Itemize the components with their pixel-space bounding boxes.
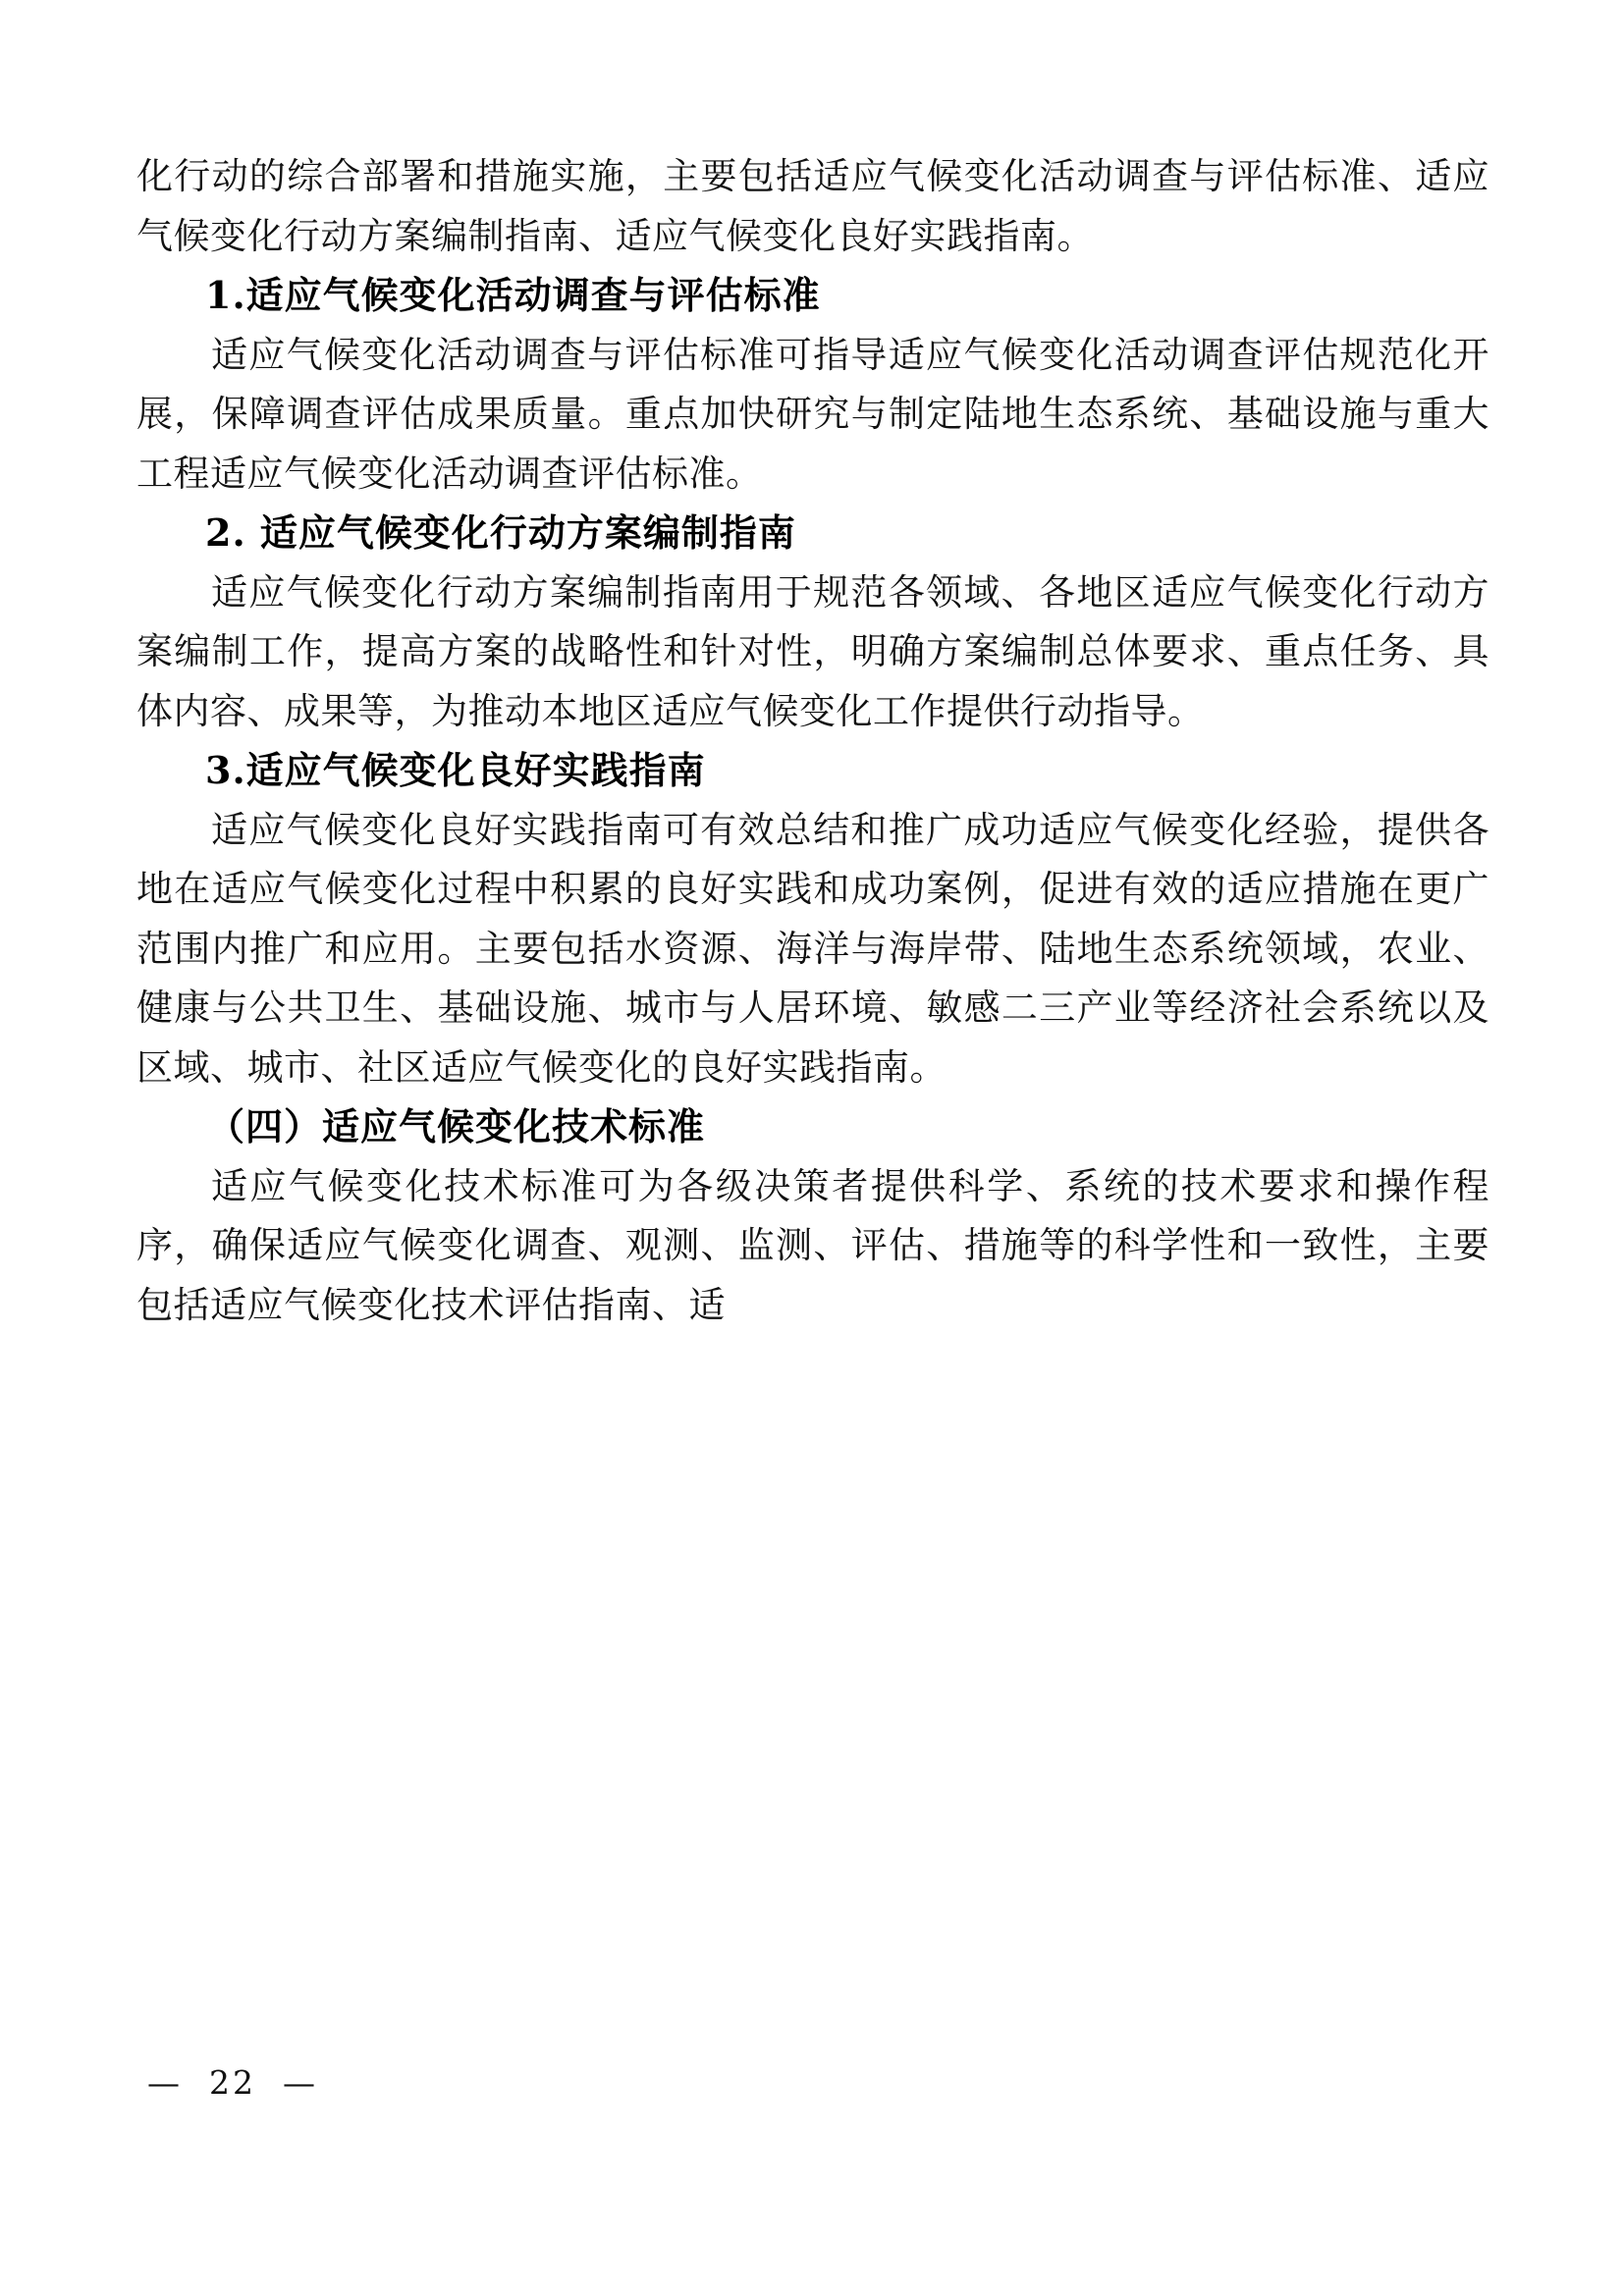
page-number: — 22 — xyxy=(147,2063,318,2102)
paragraph-intro: 化行动的综合部署和措施实施，主要包括适应气候变化活动调查与评估标准、适应气候变化行动方案编制指南、适应气候变化良好实践指南。 xyxy=(136,155,1489,257)
page-content xyxy=(136,147,1489,1335)
heading-section-four: （四）适应气候变化技术标准 xyxy=(207,1104,706,1148)
heading-standard-2: 2. 适应气候变化行动方案编制指南 xyxy=(205,510,796,555)
heading-standard-3: 3.适应气候变化良好实践指南 xyxy=(205,748,706,792)
paragraph-standard-1: 适应气候变化活动调查与评估标准可指导适应气候变化活动调查评估规范化开展，保障调查评估成果质量。重点加快研究与制定陆地生态系统、基础设施与重大工程适应气候变化活动调查评估标准。 xyxy=(136,333,1489,495)
paragraph-standard-2: 适应气候变化行动方案编制指南用于规范各领域、各地区适应气候变化行动方案编制工作，提高方案的战略性和针对性，明确方案编制总体要求、重点任务、具体内容、成果等，为推动本地区适应气候变化工作提供行动指导。 xyxy=(136,570,1489,732)
heading-standard-1: 1.适应气候变化活动调查与评估标准 xyxy=(205,273,821,317)
paragraph-standard-3: 适应气候变化良好实践指南可有效总结和推广成功适应气候变化经验，提供各地在适应气候变化过程中积累的良好实践和成功案例，促进有效的适应措施在更广范围内推广和应用。主要包括水资源、海洋与海岸带、陆地生态系统领域，农业、健康与公共卫生、基础设施、城市与人居环境、敏感二三产业等经济社会系统以及区域、城市、社区适应气候变化的良好实践指南。 xyxy=(136,808,1489,1089)
paragraph-section-four: 适应气候变化技术标准可为各级决策者提供科学、系统的技术要求和操作程序，确保适应气候变化调查、观测、监测、评估、措施等的科学性和一致性，主要包括适应气候变化技术评估指南、适 xyxy=(136,1164,1489,1326)
